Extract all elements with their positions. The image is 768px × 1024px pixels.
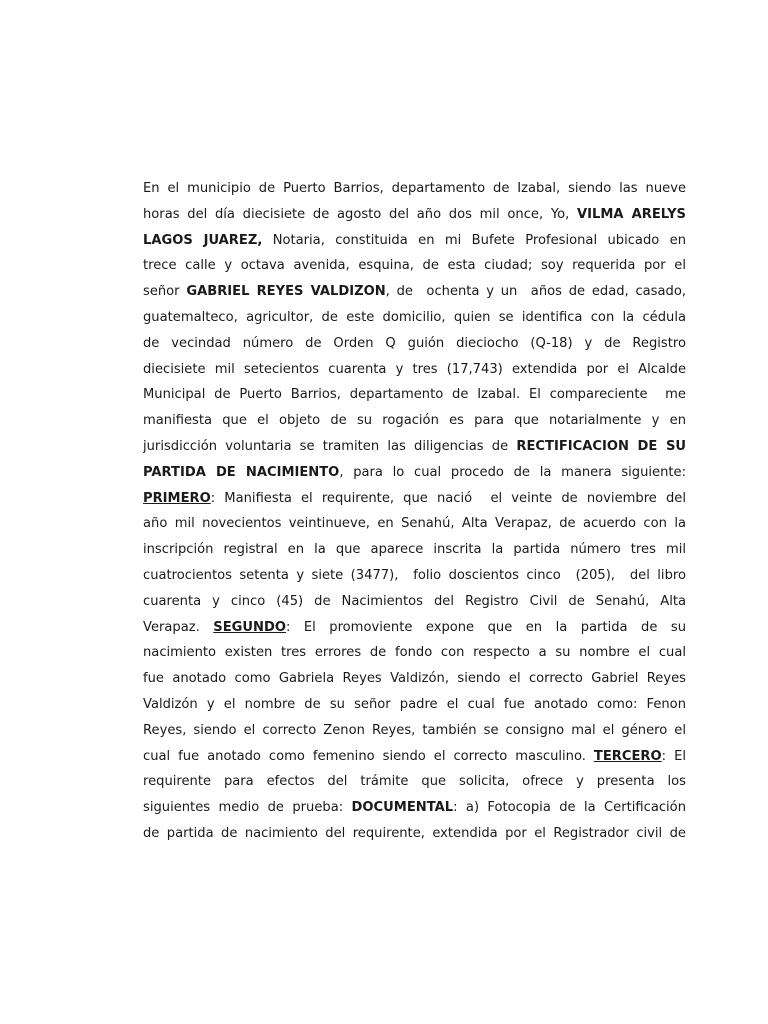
paragraph-line [143, 744, 686, 770]
text-run: de partida de nacimiento del requirente, extendida por el Registrador civil de [143, 825, 686, 841]
text-run: trece calle y octava avenida, esquina, de esta ciudad; soy requerida por el [143, 258, 686, 274]
paragraph-line [143, 434, 686, 460]
text-run: , de ochenta y un años de edad, casado, [385, 284, 686, 300]
paragraph-line [143, 331, 686, 357]
text-run: cual fue anotado como femenino siendo el correcto masculino. [143, 748, 594, 764]
text-run: horas del día diecisiete de agosto del año dos mil once, Yo, [143, 206, 577, 222]
bold-text-run: GABRIEL REYES VALDIZON [186, 284, 386, 300]
bold-text-run: RECTIFICACION DE SU [516, 438, 686, 454]
paragraph-line [143, 795, 686, 821]
text-run: fue anotado como Gabriela Reyes Valdizón, siendo el correcto Gabriel Reyes [143, 671, 686, 687]
text-run: En el municipio de Puerto Barrios, departamento de Izabal, siendo las nueve [143, 181, 686, 196]
section-heading: SEGUNDO [213, 619, 286, 635]
paragraph-line [143, 511, 686, 537]
text-run: de vecindad número de Orden Q guión dieciocho (Q-18) y de Registro [143, 335, 686, 351]
paragraph-line [143, 486, 686, 512]
bold-text-run: LAGOS JUAREZ, [143, 232, 263, 248]
text-run: : El [661, 748, 686, 764]
bold-text-run: PARTIDA DE NACIMIENTO [143, 464, 340, 480]
paragraph-line [143, 305, 686, 331]
text-run: : Manifiesta el requirente, que nació el veinte de noviembre del [210, 490, 686, 506]
text-run: Notaria, constituida en mi Bufete Profesional ubicado en [262, 232, 686, 248]
paragraph-line [143, 279, 686, 305]
paragraph-line [143, 589, 686, 615]
text-run: jurisdicción voluntaria se tramiten las diligencias de [143, 438, 517, 454]
paragraph-line [143, 253, 686, 279]
paragraph-line [143, 408, 686, 434]
text-run: inscripción registral en la que aparece inscrita la partida número tres mil [143, 542, 686, 558]
text-run: guatemalteco, agricultor, de este domicilio, quien se identifica con la cédula [143, 309, 686, 325]
document-body [143, 176, 686, 847]
bold-text-run: DOCUMENTAL [351, 800, 454, 816]
text-run: Verapaz. [143, 619, 214, 635]
bold-text-run: VILMA ARELYS [576, 206, 686, 222]
section-heading: TERCERO [593, 748, 662, 764]
text-run: , para lo cual procedo de la manera siguiente: [339, 464, 686, 480]
text-run: : El promoviente expone que en la partida de su [285, 619, 686, 635]
paragraph-line [143, 563, 686, 589]
text-run: Reyes, siendo el correcto Zenon Reyes, también se consigno mal el género el [143, 722, 686, 738]
paragraph-line [143, 666, 686, 692]
section-heading: PRIMERO [143, 490, 211, 506]
paragraph-line [143, 692, 686, 718]
text-run: siguientes medio de prueba: [143, 800, 352, 816]
paragraph-line [143, 537, 686, 563]
text-run: : a) Fotocopia de la Certificación [453, 800, 686, 816]
text-run: cuatrocientos setenta y siete (3477), folio doscientos cinco (205), del libro [143, 567, 686, 583]
paragraph-line [143, 357, 686, 383]
text-run: diecisiete mil setecientos cuarenta y tres (17,743) extendida por el Alcalde [143, 361, 686, 377]
text-run: requirente para efectos del trámite que solicita, ofrece y presenta los [143, 774, 686, 790]
text-run: señor [143, 284, 187, 300]
paragraph-line [143, 176, 686, 202]
paragraph-line [143, 382, 686, 408]
paragraph-line [143, 821, 686, 847]
paragraph-line [143, 460, 686, 486]
text-run: Valdizón y el nombre de su señor padre el cual fue anotado como: Fenon [143, 696, 686, 712]
paragraph-line [143, 769, 686, 795]
text-run: cuarenta y cinco (45) de Nacimientos del Registro Civil de Senahú, Alta [143, 593, 686, 609]
paragraph-line [143, 718, 686, 744]
paragraph-line [143, 640, 686, 666]
text-run: Municipal de Puerto Barrios, departamento de Izabal. El compareciente me [143, 387, 686, 403]
text-run: nacimiento existen tres errores de fondo con respecto a su nombre el cual [143, 645, 686, 661]
paragraph-line [143, 615, 686, 641]
paragraph-line [143, 228, 686, 254]
paragraph-line [143, 202, 686, 228]
text-run: manifiesta que el objeto de su rogación es para que notarialmente y en [143, 413, 686, 429]
text-run: año mil novecientos veintinueve, en Senahú, Alta Verapaz, de acuerdo con la [143, 516, 686, 532]
